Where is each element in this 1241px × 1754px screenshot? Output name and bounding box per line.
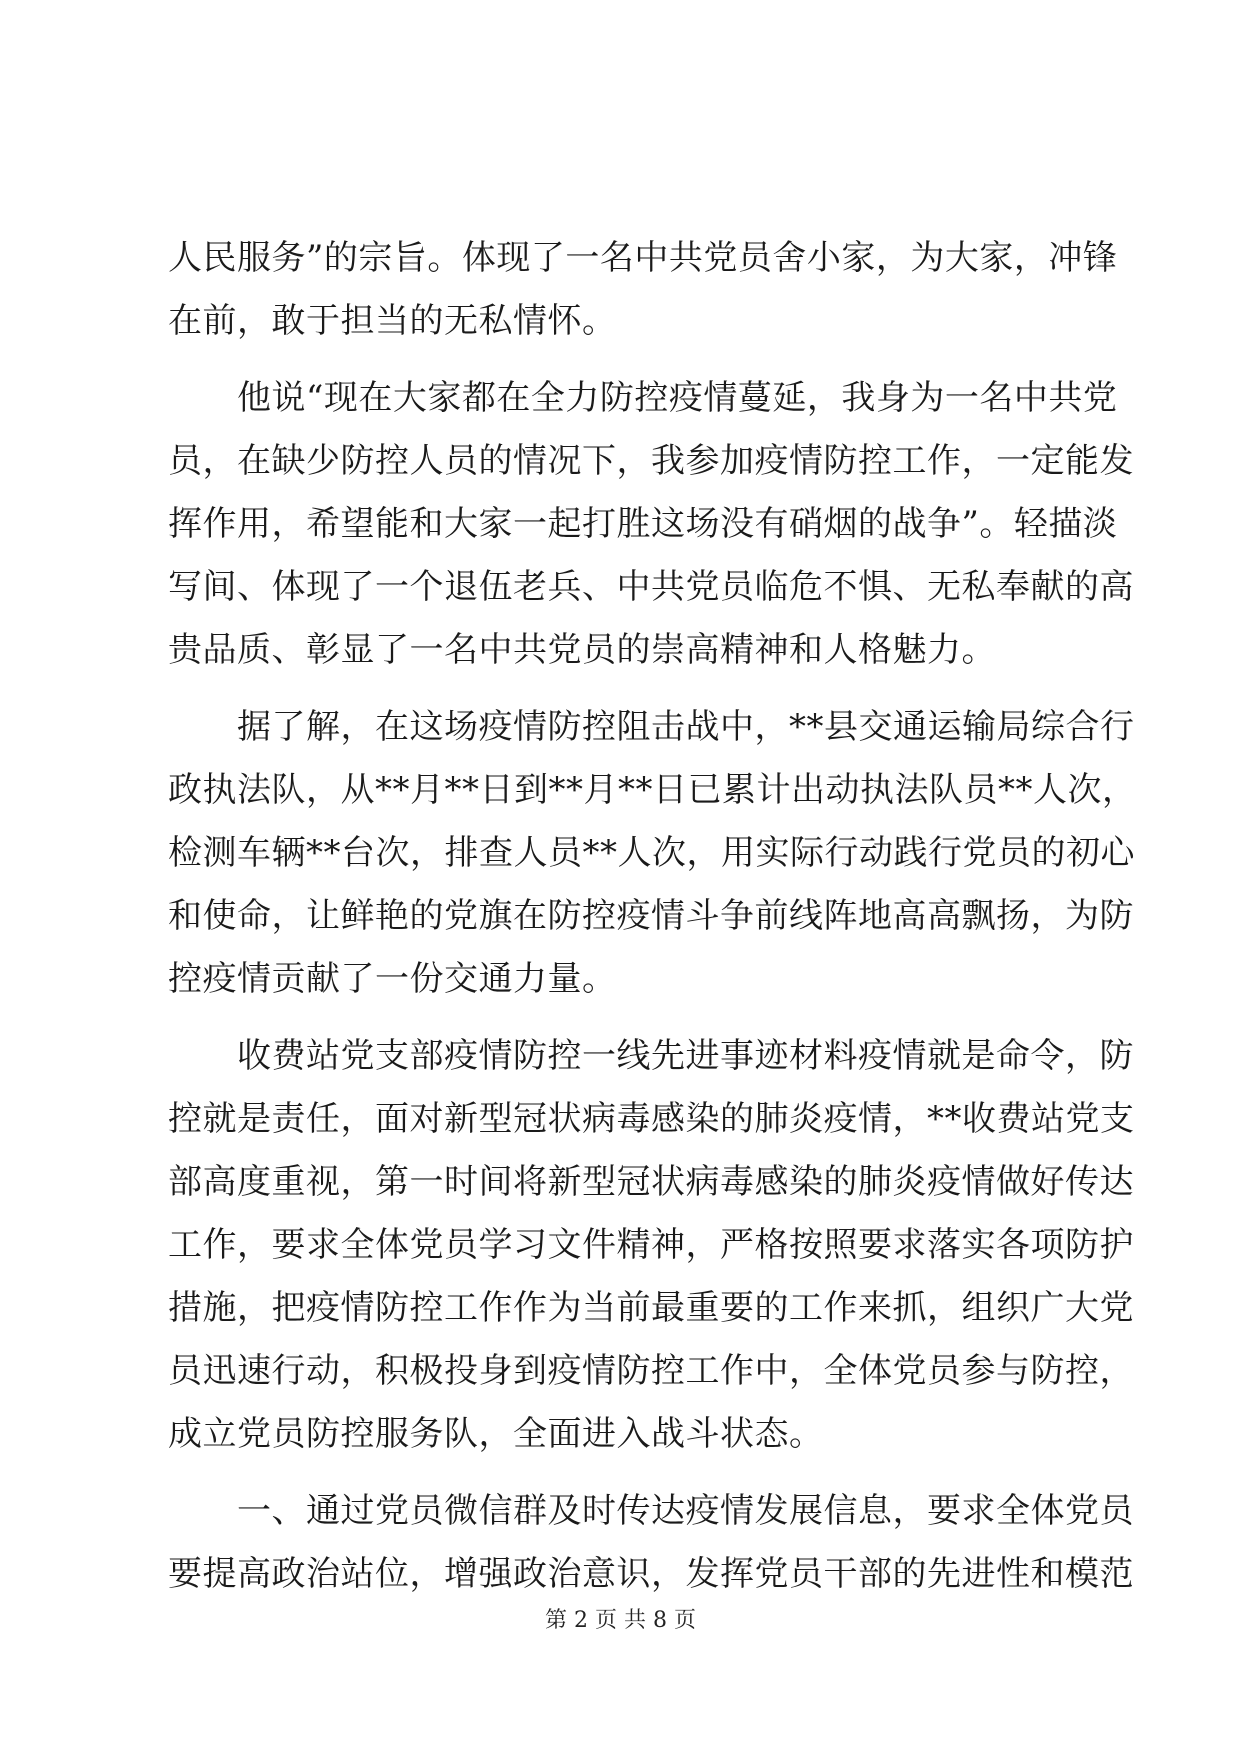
text-line: 员迅速行动，积极投身到疫情防控工作中，全体党员参与防控，	[168, 1351, 1134, 1391]
text-line: 人民服务”的宗旨。体现了一名中共党员舍小家，为大家，冲锋	[168, 238, 1118, 278]
paragraph-gap	[168, 1466, 1078, 1480]
page-number-footer: 第 2 页 共 8 页	[545, 1608, 696, 1633]
paragraph	[168, 227, 1118, 353]
text-line: 成立党员防控服务队，全面进入战斗状态。	[168, 1414, 824, 1454]
text-line: 和使命，让鲜艳的党旗在防控疫情斗争前线阵地高高飘扬，为防	[168, 896, 1134, 936]
text-line: 员，在缺少防控人员的情况下，我参加疫情防控工作，一定能发	[168, 441, 1134, 481]
paragraph	[168, 1480, 1134, 1606]
text-line: 一、通过党员微信群及时传达疫情发展信息，要求全体党员	[168, 1491, 1134, 1531]
document-body	[168, 227, 1137, 1606]
text-line: 控就是责任，面对新型冠状病毒感染的肺炎疫情，**收费站党支	[168, 1099, 1135, 1139]
text-line: 贵品质、彰显了一名中共党员的崇高精神和人格魅力。	[168, 630, 996, 670]
paragraph-gap	[168, 1011, 1078, 1025]
text-line: 政执法队，从**月**日到**月**日已累计出动执法队员**人次，	[168, 770, 1137, 810]
paragraph	[168, 696, 1137, 1011]
text-line: 收费站党支部疫情防控一线先进事迹材料疫情就是命令，防	[168, 1036, 1134, 1076]
text-line: 检测车辆**台次，排查人员**人次，用实际行动践行党员的初心	[168, 833, 1135, 873]
text-line: 工作，要求全体党员学习文件精神，严格按照要求落实各项防护	[168, 1225, 1134, 1265]
paragraph-gap	[168, 682, 1078, 696]
paragraph	[168, 367, 1134, 682]
text-line: 他说“现在大家都在全力防控疫情蔓延，我身为一名中共党	[168, 378, 1118, 418]
text-line: 要提高政治站位，增强政治意识，发挥党员干部的先进性和模范	[168, 1554, 1134, 1594]
text-line: 挥作用，希望能和大家一起打胜这场没有硝烟的战争”。轻描淡	[168, 504, 1118, 544]
paragraph-gap	[168, 353, 1078, 367]
text-line: 写间、体现了一个退伍老兵、中共党员临危不惧、无私奉献的高	[168, 567, 1134, 607]
text-line: 控疫情贡献了一份交通力量。	[168, 959, 617, 999]
text-line: 部高度重视，第一时间将新型冠状病毒感染的肺炎疫情做好传达	[168, 1162, 1134, 1202]
text-line: 措施，把疫情防控工作作为当前最重要的工作来抓，组织广大党	[168, 1288, 1134, 1328]
text-line: 在前，敢于担当的无私情怀。	[168, 301, 617, 341]
text-line: 据了解，在这场疫情防控阻击战中，**县交通运输局综合行	[168, 707, 1135, 747]
paragraph	[168, 1025, 1135, 1466]
